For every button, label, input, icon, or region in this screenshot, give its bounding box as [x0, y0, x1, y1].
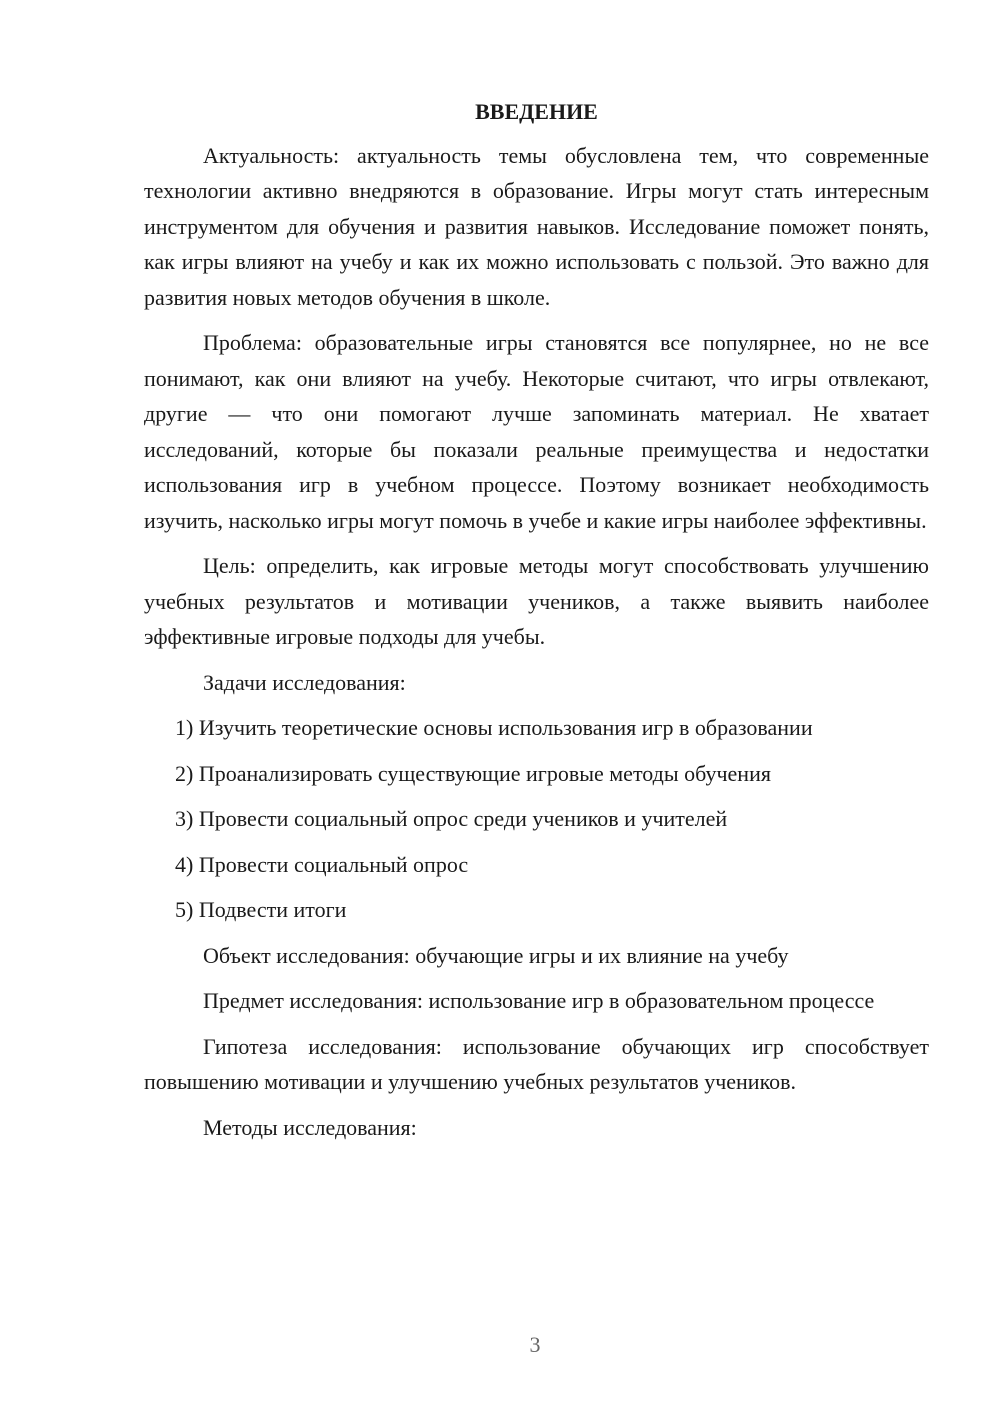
list-item: 1) Изучить теоретические основы использования игр в образовании: [175, 715, 813, 740]
list-item: 5) Подвести итоги: [175, 897, 347, 922]
list-item: 3) Провести социальный опрос среди учеников и учителей: [175, 806, 728, 831]
list-item: 4) Провести социальный опрос: [175, 851, 469, 877]
hypothesis-paragraph: Гипотеза исследования: использование обучающих игр способствует повышению мотивации и улучшению учебных результатов учеников.: [144, 1033, 929, 1094]
section-title: ВВЕДЕНИЕ: [475, 99, 598, 124]
object-paragraph: Объект исследования: обучающие игры и их влияние на учебу: [203, 942, 789, 968]
document-page: [144, 94, 929, 1155]
tasks-heading: Задачи исследования:: [203, 669, 406, 695]
problem-paragraph: Проблема: образовательные игры становятся все популярнее, но не все понимают, как они влияют на учебу. Некоторые считают, что игры отвлекают, другие — что они помогают лучше запоминать материал. Не хватает исследований, которые бы показали реальные преимущества и недостатки использования игр в учебном процессе. Поэтому возникает необходимость изучить, насколько игры могут помочь в учебе и какие игры наиболее эффективны.: [144, 330, 929, 533]
methods-heading: Методы исследования:: [203, 1114, 417, 1140]
page-number: 3: [529, 1332, 541, 1357]
relevance-paragraph: Актуальность: актуальность темы обусловлена тем, что современные технологии активно внедряются в образование. Игры могут стать интересным инструментом для обучения и развития навыков. Исследование поможет понять, как игры влияют на учебу и как их можно использовать с пользой. Это важно для развития новых методов обучения в школе.: [144, 142, 929, 310]
goal-paragraph: Цель: определить, как игровые методы могут способствовать улучшению учебных результатов и мотивации учеников, а также выявить наиболее эффективные игровые подходы для учебы.: [144, 553, 929, 649]
tasks-list: [144, 710, 929, 928]
list-item: 2) Проанализировать существующие игровые методы обучения: [175, 760, 771, 786]
subject-paragraph: Предмет исследования: использование игр в образовательном процессе: [203, 988, 875, 1013]
